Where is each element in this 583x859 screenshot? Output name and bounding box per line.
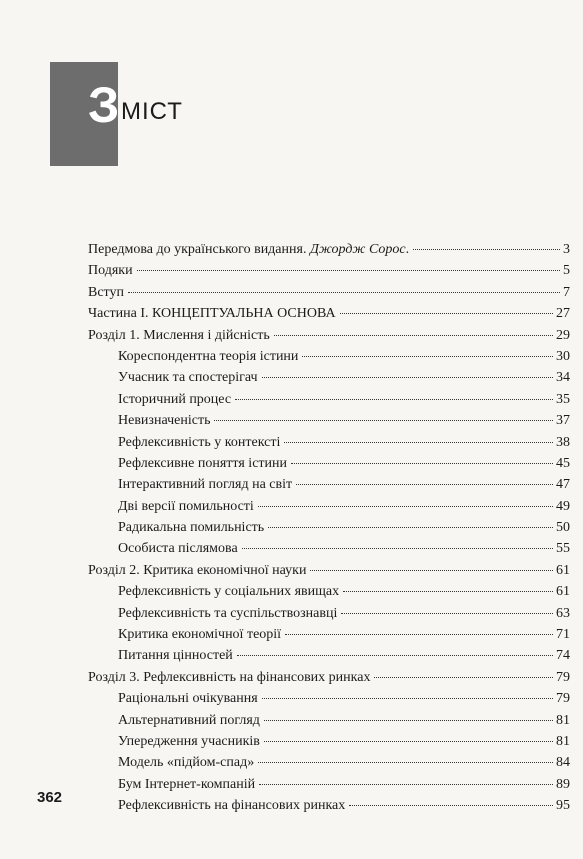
toc-entry-title	[118, 538, 238, 559]
toc-entry-title-text: Кореспондентна теорія істини	[118, 348, 299, 364]
dot-leader	[137, 270, 560, 271]
toc-entry-title	[118, 474, 292, 495]
toc-entry-page: 35	[556, 391, 570, 407]
dot-leader	[214, 420, 553, 421]
dot-leader	[291, 463, 553, 464]
dot-leader	[302, 356, 553, 357]
toc-entry-page: 27	[556, 306, 570, 322]
toc-entry-title	[118, 710, 260, 731]
toc-entry-title	[118, 367, 258, 388]
dot-leader	[235, 399, 553, 400]
dot-leader	[343, 591, 553, 592]
toc-entry	[88, 603, 570, 624]
toc-entry-title-text: Дві версії помильності	[118, 498, 254, 514]
toc-entry-page: 30	[556, 348, 570, 364]
toc-entry-title	[118, 731, 260, 752]
toc-entry-title-text: Питання цінностей	[118, 648, 233, 664]
toc-entry-title	[118, 624, 281, 645]
toc-entry-page: 89	[556, 776, 570, 792]
toc-entry-title-text: Рефлексивність у контексті	[118, 434, 281, 450]
toc-entry-title-text: Передмова до українського видання.	[88, 242, 310, 257]
toc-entry-title-text: Особиста післямова	[118, 541, 238, 557]
toc-entry	[88, 645, 570, 666]
dot-leader	[285, 634, 553, 635]
toc-entry-page: 63	[556, 605, 570, 621]
toc-entry-title-text: Бум Інтернет-компаній	[118, 776, 256, 792]
toc-entry	[88, 367, 570, 388]
toc-entry-title-text: Подяки	[88, 263, 133, 279]
toc-entry	[88, 239, 570, 260]
dot-leader	[340, 313, 553, 314]
toc-entry-page: 61	[556, 584, 570, 600]
toc-entry-page: 3	[563, 242, 570, 257]
toc-entry	[88, 325, 570, 346]
toc-entry-page: 34	[556, 370, 570, 386]
toc-entry-title	[118, 346, 298, 367]
dot-leader	[284, 442, 553, 443]
toc-entry-title-text: Учасник та спостерігач	[118, 370, 258, 386]
toc-entry	[88, 581, 570, 602]
toc-entry-title-text: Рефлексивність та суспільствознавці	[118, 605, 338, 621]
table-of-contents	[88, 239, 570, 817]
toc-entry	[88, 688, 570, 709]
toc-entry-title-text: Рефлексивність у соціальних явищах	[118, 584, 340, 600]
toc-entry-title	[118, 688, 258, 709]
toc-entry	[88, 624, 570, 645]
toc-entry-title	[118, 453, 287, 474]
toc-entry-page: 95	[556, 798, 570, 814]
toc-entry-page: 79	[556, 669, 570, 685]
toc-entry-page: 47	[556, 477, 570, 493]
toc-entry-title	[118, 389, 231, 410]
toc-entry-title-text: Альтернативний погляд	[118, 712, 260, 728]
toc-entry-page: 38	[556, 434, 570, 450]
toc-entry-title	[118, 752, 254, 773]
toc-entry-page: 45	[556, 455, 570, 471]
toc-entry-title-text: Рефлексивність на фінансових ринках	[118, 798, 346, 814]
toc-entry-title-text: Критика економічної теорії	[118, 627, 282, 643]
toc-entry-title-text: Історичний процес	[118, 391, 232, 407]
toc-entry-page: 49	[556, 498, 570, 514]
toc-entry-title	[88, 667, 370, 688]
toc-entry	[88, 560, 570, 581]
toc-entry-page: 79	[556, 691, 570, 707]
toc-entry-page: 84	[556, 755, 570, 771]
toc-entry-page: 61	[556, 562, 570, 578]
toc-entry	[88, 282, 570, 303]
dot-leader	[341, 613, 553, 614]
toc-entry-title	[88, 260, 133, 281]
toc-entry-title-text: Розділ 3. Рефлексивність на фінансових ринках	[88, 669, 371, 685]
dot-leader	[374, 677, 553, 678]
toc-entry	[88, 667, 570, 688]
dot-leader	[258, 506, 553, 507]
dot-leader	[264, 741, 553, 742]
dot-leader	[237, 655, 553, 656]
toc-entry-title	[118, 496, 254, 517]
toc-entry-page: 5	[563, 263, 570, 279]
toc-entry-title	[88, 325, 270, 346]
toc-entry-title	[118, 795, 345, 816]
toc-entry-title	[118, 774, 255, 795]
toc-entry-title	[88, 239, 409, 260]
toc-entry	[88, 538, 570, 559]
dot-leader	[274, 335, 553, 336]
dot-leader	[310, 570, 553, 571]
toc-entry-page: 81	[556, 712, 570, 728]
toc-entry-title	[118, 432, 280, 453]
toc-entry	[88, 260, 570, 281]
toc-entry-page: 71	[556, 627, 570, 643]
toc-entry	[88, 453, 570, 474]
dot-leader	[128, 292, 560, 293]
toc-entry-title-text: Вступ	[88, 284, 124, 300]
toc-entry	[88, 774, 570, 795]
dot-leader	[264, 720, 553, 721]
toc-entry-title-text: Частина I. КОНЦЕПТУАЛЬНА ОСНОВА	[88, 306, 336, 322]
dot-leader	[349, 805, 553, 806]
toc-entry-title-text: Інтерактивний погляд на світ	[118, 477, 293, 493]
toc-entry	[88, 474, 570, 495]
dot-leader	[413, 249, 560, 250]
toc-entry	[88, 303, 570, 324]
toc-entry	[88, 410, 570, 431]
toc-entry	[88, 389, 570, 410]
dot-leader	[262, 377, 553, 378]
toc-entry-page: 81	[556, 733, 570, 749]
toc-entry-title	[118, 517, 264, 538]
toc-entry	[88, 731, 570, 752]
toc-entry-title	[88, 303, 336, 324]
toc-entry-title-text: Невизначеність	[118, 413, 211, 429]
page-number: 362	[37, 789, 63, 806]
toc-entry-page: 7	[563, 284, 570, 300]
toc-entry	[88, 517, 570, 538]
toc-entry-page: 50	[556, 520, 570, 536]
toc-entry	[88, 710, 570, 731]
toc-entry-page: 29	[556, 327, 570, 343]
toc-entry-title-text: Раціональні очікування	[118, 691, 258, 707]
toc-entry-title	[118, 410, 210, 431]
dot-leader	[268, 527, 553, 528]
toc-entry-title-text: Розділ 2. Критика економічної науки	[88, 562, 307, 578]
toc-entry	[88, 432, 570, 453]
toc-entry-author-suffix: .	[405, 242, 410, 257]
dot-leader	[258, 762, 553, 763]
dot-leader	[296, 484, 553, 485]
toc-entry-author: Джордж Сорос	[309, 242, 406, 257]
toc-entry-title-text: Рефлексивне поняття істини	[118, 455, 287, 471]
toc-entry-title	[118, 645, 233, 666]
toc-entry	[88, 752, 570, 773]
dot-leader	[262, 698, 553, 699]
toc-entry	[88, 496, 570, 517]
toc-entry-title-text: Упередження учасників	[118, 733, 260, 749]
toc-entry-title-text: Модель «підйом-спад»	[118, 755, 255, 771]
heading-initial: З	[88, 77, 120, 133]
toc-entry-page: 55	[556, 541, 570, 557]
toc-entry-title-text: Розділ 1. Мислення і дійсність	[88, 327, 270, 343]
dot-leader	[259, 784, 553, 785]
toc-entry-page: 37	[556, 413, 570, 429]
toc-entry-title	[118, 581, 339, 602]
toc-entry	[88, 795, 570, 816]
toc-entry-title	[88, 560, 306, 581]
toc-entry-title	[88, 282, 124, 303]
toc-entry-title	[118, 603, 337, 624]
toc-entry	[88, 346, 570, 367]
toc-entry-page: 74	[556, 648, 570, 664]
heading-title: МІСТ	[121, 98, 183, 125]
dot-leader	[242, 548, 553, 549]
toc-entry-title-text: Радикальна помильність	[118, 520, 265, 536]
